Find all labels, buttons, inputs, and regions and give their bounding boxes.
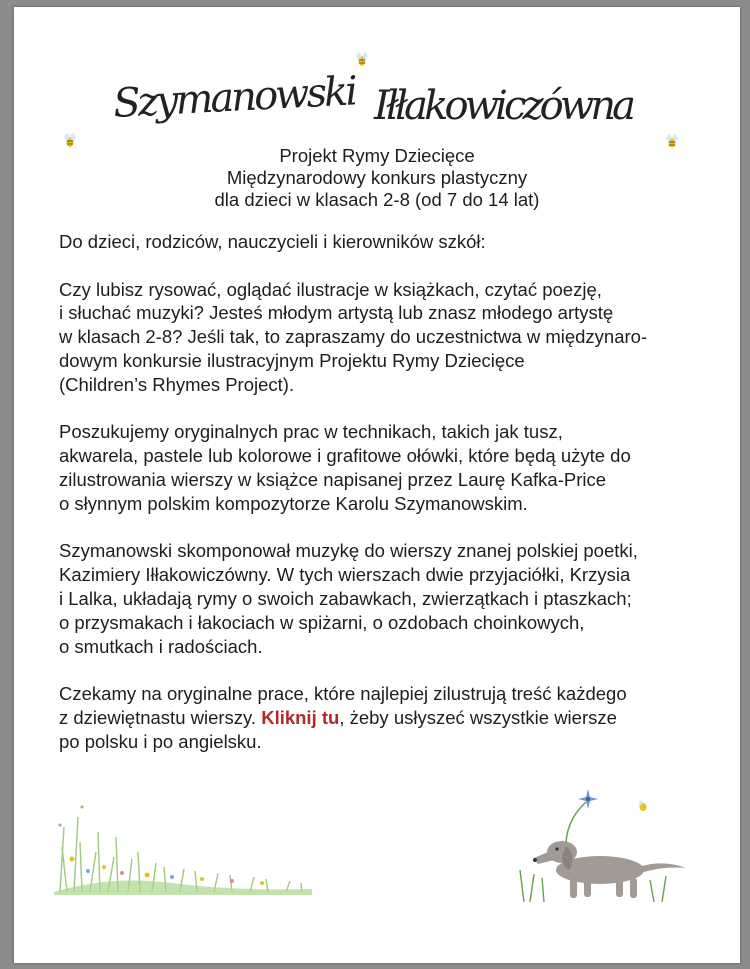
paragraph-invitation: Czy lubisz rysować, oglądać ilustracje w książkach, czytać poezję, i słuchać muzyki? Jesteś młodym artystą lub znasz młodego artystę w klasach 2-8? Jeśli tak, to zapraszamy do uczestnictwa w międzynaro- dowym konkursie ilustracyjnym Projektu Rymy Dziecięce (Children’s Rhymes Project). xyxy=(59,278,648,395)
document-page xyxy=(14,7,740,963)
project-title: Projekt Rymy Dziecięce xyxy=(279,145,475,166)
signature-szymanowski: Szymanowski xyxy=(112,68,360,127)
greeting: Do dzieci, rodziców, nauczycieli i kierowników szkół: xyxy=(59,231,486,252)
intro-block xyxy=(14,145,740,211)
age-range: dla dzieci w klasach 2-8 (od 7 do 14 lat) xyxy=(214,189,540,210)
signature-illakowiczowna: Iłłakowiczówna xyxy=(374,83,636,129)
signature-header xyxy=(14,7,740,147)
bee-icon xyxy=(639,801,647,812)
listen-poems-link[interactable]: Kliknij tu xyxy=(261,706,340,728)
paragraph-techniques: Poszukujemy oryginalnych prac w technikach, takich jak tusz, akwarela, pastele lub kolorowe i grafitowe ołówki, które będą użyte do zilustrowania wierszy w książce napisanej przez Laurę Kafka-Price o słynnym polskim kompozytorze Karolu Szymanowskim. xyxy=(59,421,631,514)
bee-icon xyxy=(357,53,368,67)
dachshund-illustration xyxy=(504,782,704,912)
contest-title: Międzynarodowy konkurs plastyczny xyxy=(226,167,528,188)
letter-body xyxy=(59,230,731,754)
paragraph-call-to-action: Czekamy na oryginalne prace, które najlepiej zilustrują treść każdego z dziewiętnastu wierszy. Kliknij tu, żeby usłyszeć wszystkie wiersze po polsku i po angielsku. xyxy=(59,683,627,752)
grass-illustration xyxy=(52,797,322,897)
paragraph-poems: Szymanowski skomponował muzykę do wierszy znanej polskiej poetki, Kazimiery Iłłakowiczówny. W tych wierszach dwie przyjaciółki, Krzysia i Lalka, układają rymy o swoich zabawkach, zwierzątkach i ptaszkach; o przysmakach i łakociach w spiżarni, o ozdobach choinkowych, o smutkach i radościach. xyxy=(59,540,638,657)
